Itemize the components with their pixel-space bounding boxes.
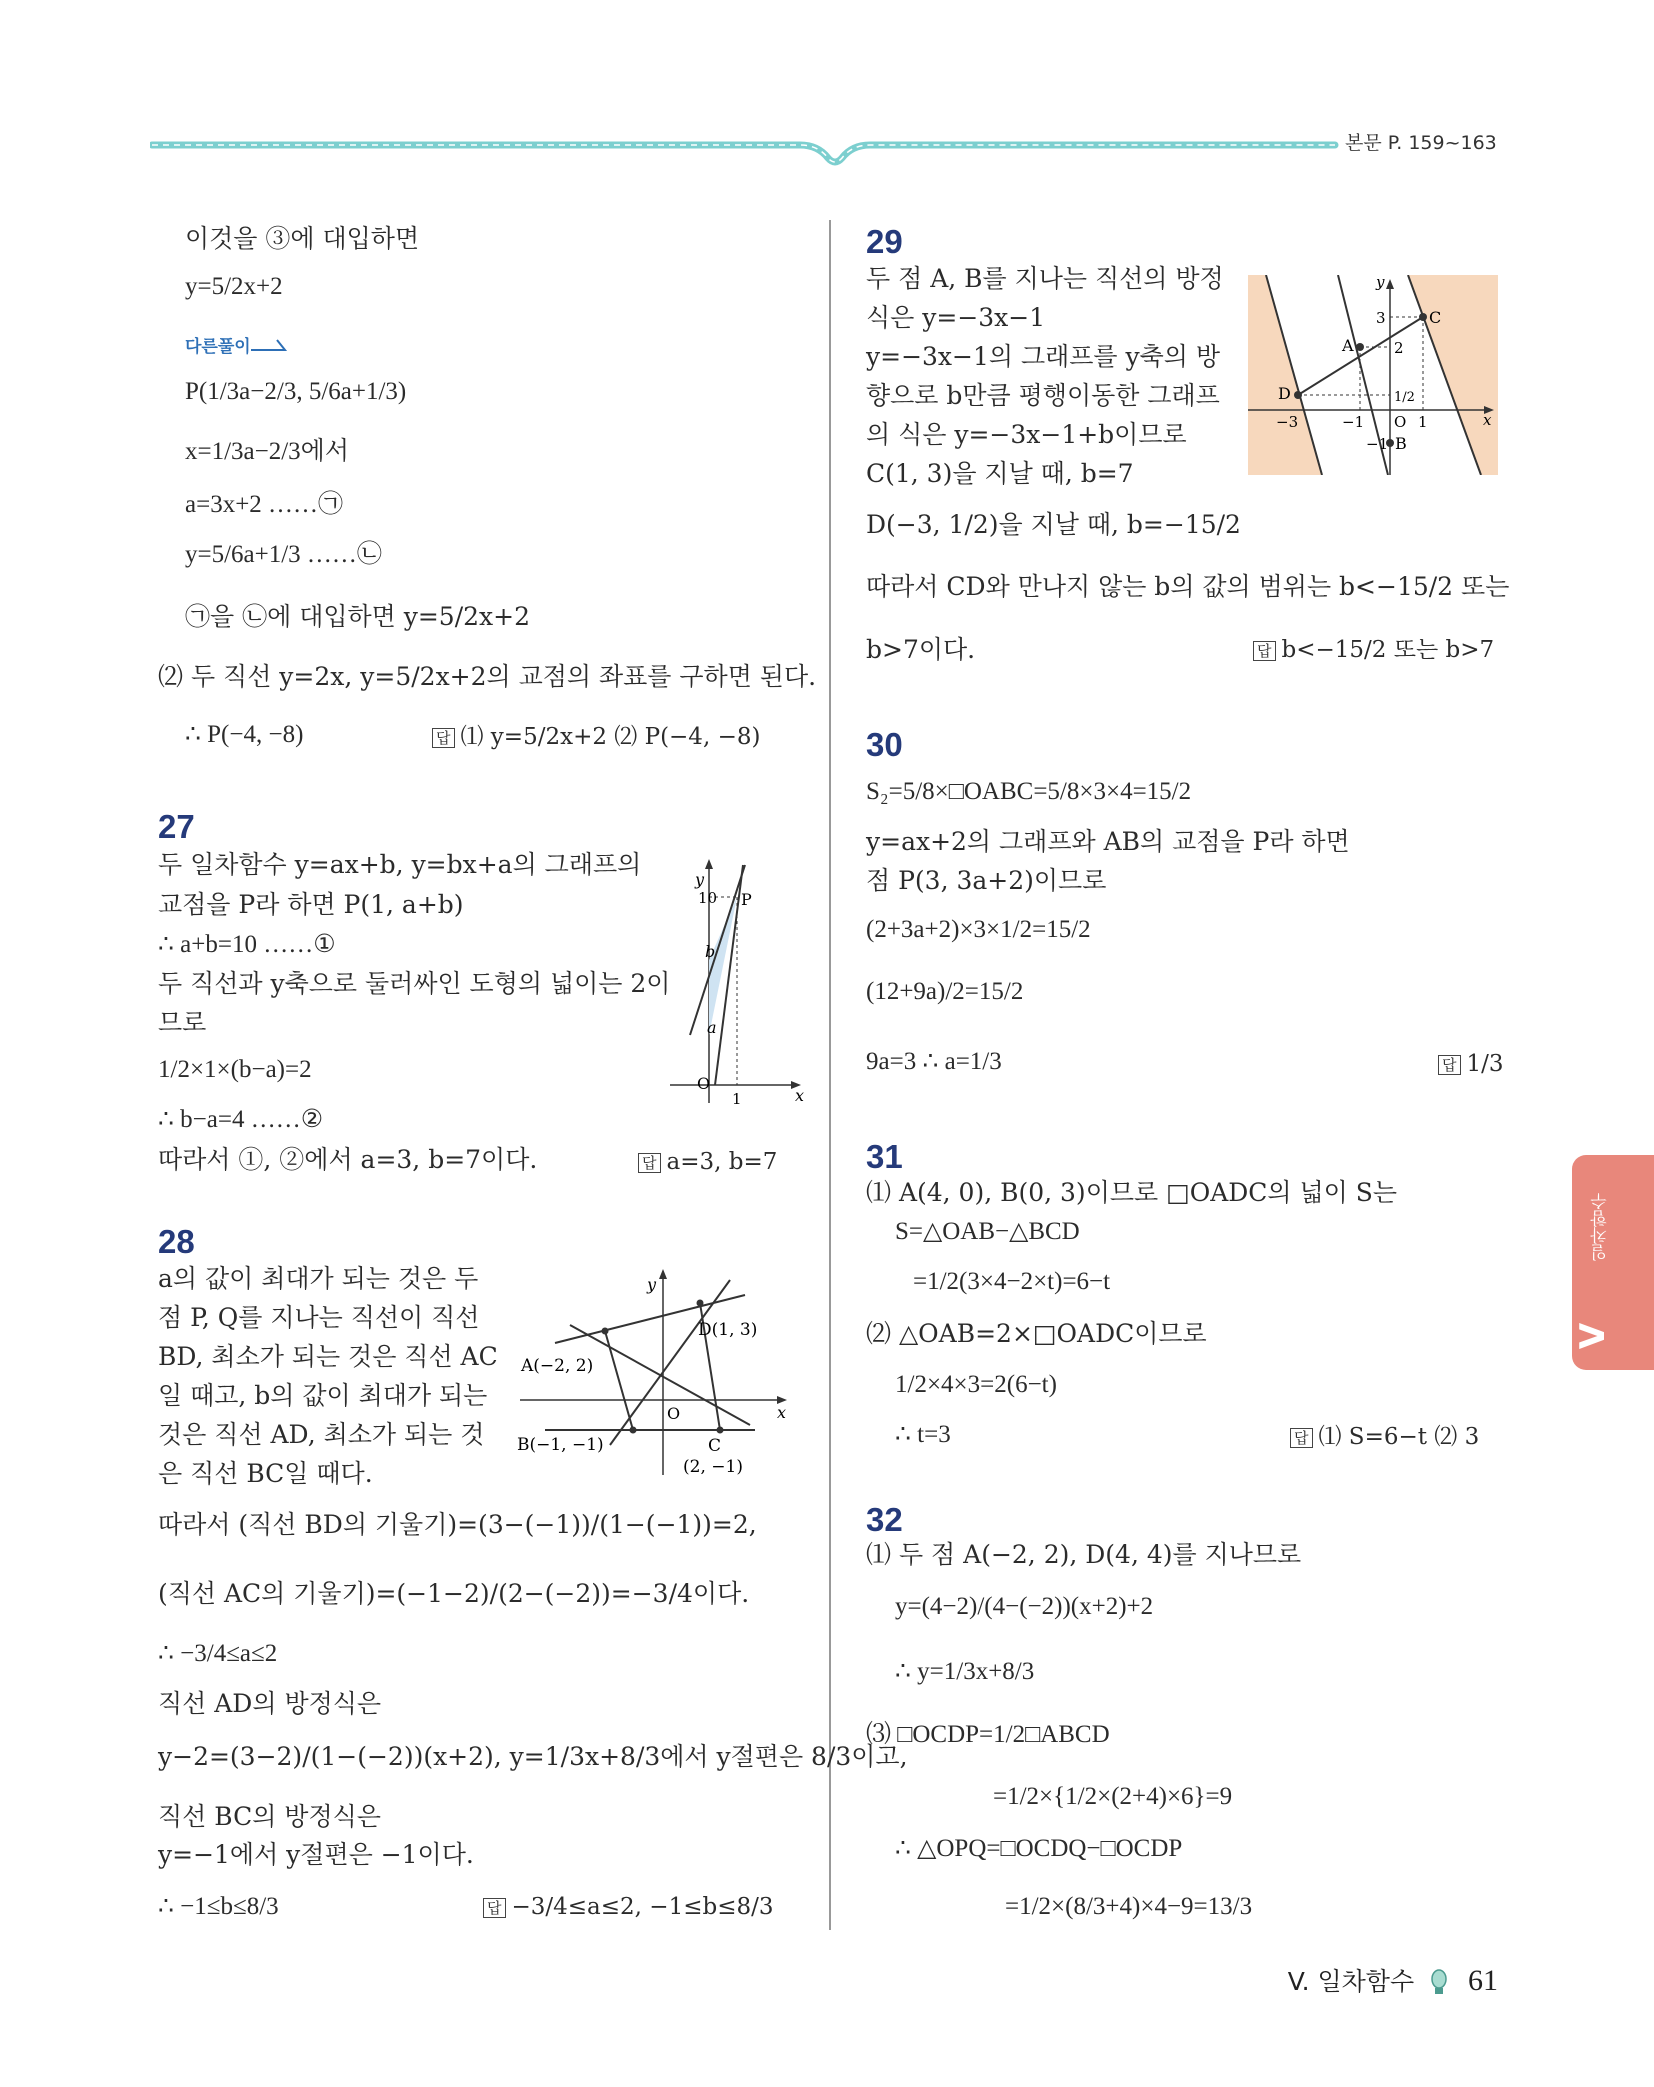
y-tick: 1/2 [1394, 390, 1415, 405]
y-tick: 3 [1376, 309, 1386, 327]
text-line: ㉠을 ㉡에 대입하면 y=5/2x+2 [185, 602, 530, 631]
answer: 답 −3/4≤a≤2, −1≤b≤8/3 [483, 1890, 773, 1924]
answer: 답 ⑴ y=5/2x+2 ⑵ P(−4, −8) [432, 720, 760, 754]
point-label: C [708, 1436, 722, 1456]
equation: =1/2×{1/2×(2+4)×6}=9 [993, 1783, 1233, 1810]
text-line: a의 값이 최대가 되는 것은 두 [158, 1264, 479, 1293]
equation: =1/2(3×4−2×t)=6−t [913, 1268, 1111, 1295]
x-label: x [1483, 411, 1492, 429]
text-line: y=−1에서 y절편은 −1이다. [158, 1840, 474, 1869]
header-wave [150, 130, 1340, 180]
equation: ⑶ □OCDP=1/2□ABCD [866, 1721, 1110, 1748]
bulb-icon [1428, 1969, 1450, 1997]
column-divider [829, 220, 831, 1930]
text-line: 점 P(3, 3a+2)이므로 [866, 866, 1107, 895]
text-line: 이것을 ③에 대입하면 [185, 224, 420, 253]
point-label: B [1395, 434, 1407, 453]
text-line: 직선 BC의 방정식은 [158, 1802, 381, 1831]
answer-badge: 답 [1290, 1428, 1313, 1448]
equation: ∴ y=1/3x+8/3 [895, 1658, 1035, 1685]
point-label: a [707, 1018, 717, 1037]
text-line: ⑴ A(4, 0), B(0, 3)이므로 □OADC의 넓이 S는 [866, 1178, 1398, 1207]
problem-number: 29 [866, 223, 903, 260]
point-label: (2, −1) [683, 1457, 743, 1477]
problem-number: 32 [866, 1501, 903, 1538]
answer: 답 ⑴ S=6−t ⑵ 3 [1290, 1420, 1479, 1454]
text-line: 식은 y=−3x−1 [866, 303, 1046, 332]
x-tick: 1 [732, 1090, 742, 1108]
answer-badge: 답 [1253, 641, 1276, 661]
point-label: D [1278, 384, 1291, 403]
equation: y=5/6a+1/3 ……㉡ [185, 541, 382, 568]
text-line: 므로 [158, 1008, 207, 1037]
text-line: y=−3x−1의 그래프를 y축의 방 [866, 342, 1221, 371]
problem-number: 31 [866, 1138, 903, 1175]
text-line: C(1, 3)을 지날 때, b=7 [866, 459, 1134, 488]
problem-number: 27 [158, 808, 195, 845]
point-label: B(−1, −1) [517, 1435, 604, 1455]
text-line: 따라서 (직선 BD의 기울기)=(3−(−1))/(1−(−1))=2, [158, 1510, 757, 1539]
chapter-tab-label: 일차함수 [1591, 1193, 1611, 1261]
equation: 9a=3 ∴ a=1/3 [866, 1048, 1002, 1075]
x-tick: −3 [1276, 413, 1299, 431]
equation: ∴ △OPQ=□OCDQ−□OCDP [895, 1835, 1183, 1862]
x-tick: 1 [1418, 413, 1428, 431]
equation: S=△OAB−△BCD [895, 1218, 1080, 1245]
text-line: 두 일차함수 y=ax+b, y=bx+a의 그래프의 [158, 850, 642, 879]
text-line: 점 P, Q를 지나는 직선이 직선 [158, 1303, 480, 1332]
problem-number: 30 [866, 726, 903, 763]
point-label: A [1342, 336, 1354, 355]
answer: 답 a=3, b=7 [638, 1145, 777, 1179]
answer-badge: 답 [483, 1898, 506, 1918]
text-line: D(−3, 1/2)을 지날 때, b=−15/2 [866, 510, 1241, 539]
text-line: y=ax+2의 그래프와 AB의 교점을 P라 하면 [866, 827, 1350, 856]
chapter-tab-roman: V [1573, 1322, 1614, 1350]
equation: =1/2×(8/3+4)×4−9=13/3 [1005, 1893, 1253, 1920]
equation: (2+3a+2)×3×1/2=15/2 [866, 916, 1091, 943]
chapter-tab[interactable] [1572, 1155, 1654, 1370]
y-label: y [695, 870, 705, 889]
equation: ∴ −1≤b≤8/3 [158, 1893, 279, 1920]
x-label: x [777, 1403, 787, 1422]
text-line: 두 직선과 y축으로 둘러싸인 도형의 넓이는 2이 [158, 969, 671, 998]
y-tick: 10 [698, 889, 718, 907]
problem-number: 28 [158, 1223, 195, 1260]
origin-label: O [1394, 413, 1407, 431]
text-line: 따라서 ①, ②에서 a=3, b=7이다. [158, 1145, 538, 1174]
answer-badge: 답 [432, 728, 455, 748]
text-line: 직선 AD의 방정식은 [158, 1689, 382, 1718]
equation: S₂=5/8×□OABC=5/8×3×4=15/2 [866, 778, 1192, 805]
answer: 답 b<−15/2 또는 b>7 [1253, 633, 1494, 667]
point-label: D(1, 3) [698, 1320, 758, 1340]
text-line: 은 직선 BC일 때다. [158, 1459, 373, 1488]
alt-solution-label: 다른풀이 [185, 330, 291, 364]
equation: 1/2×1×(b−a)=2 [158, 1056, 312, 1083]
equation: x=1/3a−2/3에서 [185, 438, 349, 465]
origin-label: O [697, 1074, 711, 1093]
page-reference: 본문 P. 159~163 [1345, 132, 1497, 154]
y-label: y [1376, 275, 1385, 291]
answer: 답 1/3 [1438, 1047, 1504, 1081]
text-line: ⑵ 두 직선 y=2x, y=5/2x+2의 교점의 좌표를 구하면 된다. [158, 662, 817, 691]
equation: a=3x+2 ……㉠ [185, 491, 344, 518]
text-line: BD, 최소가 되는 것은 직선 AC [158, 1342, 498, 1371]
text-line: 의 식은 y=−3x−1+b이므로 [866, 420, 1187, 449]
footer-chapter: V. 일차함수 [1287, 1967, 1415, 1996]
text-line: 교점을 P라 하면 P(1, a+b) [158, 890, 464, 919]
point-label: P [741, 890, 752, 909]
graph-29 [1248, 275, 1498, 475]
equation: ∴ −3/4≤a≤2 [158, 1640, 278, 1667]
equation: ∴ P(−4, −8) [185, 721, 304, 748]
graph-28 [515, 1265, 790, 1480]
y-tick: −1 [1366, 435, 1389, 453]
x-tick: −1 [1342, 413, 1365, 431]
page-number: 61 [1468, 1964, 1498, 1997]
equation: ∴ a+b=10 ……① [158, 931, 336, 958]
text-line: 향으로 b만큼 평행이동한 그래프 [866, 381, 1220, 410]
equation: y=5/2x+2 [185, 273, 283, 300]
equation: y=(4−2)/(4−(−2))(x+2)+2 [895, 1593, 1154, 1620]
pencil-icon [251, 338, 291, 352]
y-tick: 2 [1394, 339, 1404, 357]
answer-badge: 답 [1438, 1055, 1461, 1075]
equation: ∴ t=3 [895, 1421, 951, 1448]
point-label: A(−2, 2) [521, 1356, 594, 1376]
equation: P(1/3a−2/3, 5/6a+1/3) [185, 378, 407, 405]
text-line: b>7이다. [866, 635, 976, 664]
origin-label: O [667, 1404, 681, 1423]
equation: ∴ b−a=4 ……② [158, 1106, 324, 1133]
page-footer [1288, 1962, 1498, 1998]
x-label: x [795, 1086, 805, 1105]
text-line: 따라서 CD와 만나지 않는 b의 값의 범위는 b<−15/2 또는 [866, 572, 1510, 601]
text-line: (직선 AC의 기울기)=(−1−2)/(2−(−2))=−3/4이다. [158, 1579, 750, 1608]
equation: 1/2×4×3=2(6−t) [895, 1371, 1057, 1398]
text-line: ⑵ △OAB=2×□OADC이므로 [866, 1319, 1207, 1348]
point-label: C [1429, 308, 1442, 327]
text-line: 것은 직선 AD, 최소가 되는 것 [158, 1420, 485, 1449]
graph-27 [665, 855, 805, 1110]
text-line: 두 점 A, B를 지나는 직선의 방정 [866, 264, 1224, 293]
y-label: y [647, 1275, 657, 1294]
answer-badge: 답 [638, 1153, 661, 1173]
equation: (12+9a)/2=15/2 [866, 978, 1024, 1005]
text-line: y−2=(3−2)/(1−(−2))(x+2), y=1/3x+8/3에서 y절편은 8/3이고, [158, 1742, 908, 1771]
text-line: 일 때고, b의 값이 최대가 되는 [158, 1381, 488, 1410]
text-line: ⑴ 두 점 A(−2, 2), D(4, 4)를 지나므로 [866, 1540, 1302, 1569]
point-label: b [705, 942, 716, 961]
